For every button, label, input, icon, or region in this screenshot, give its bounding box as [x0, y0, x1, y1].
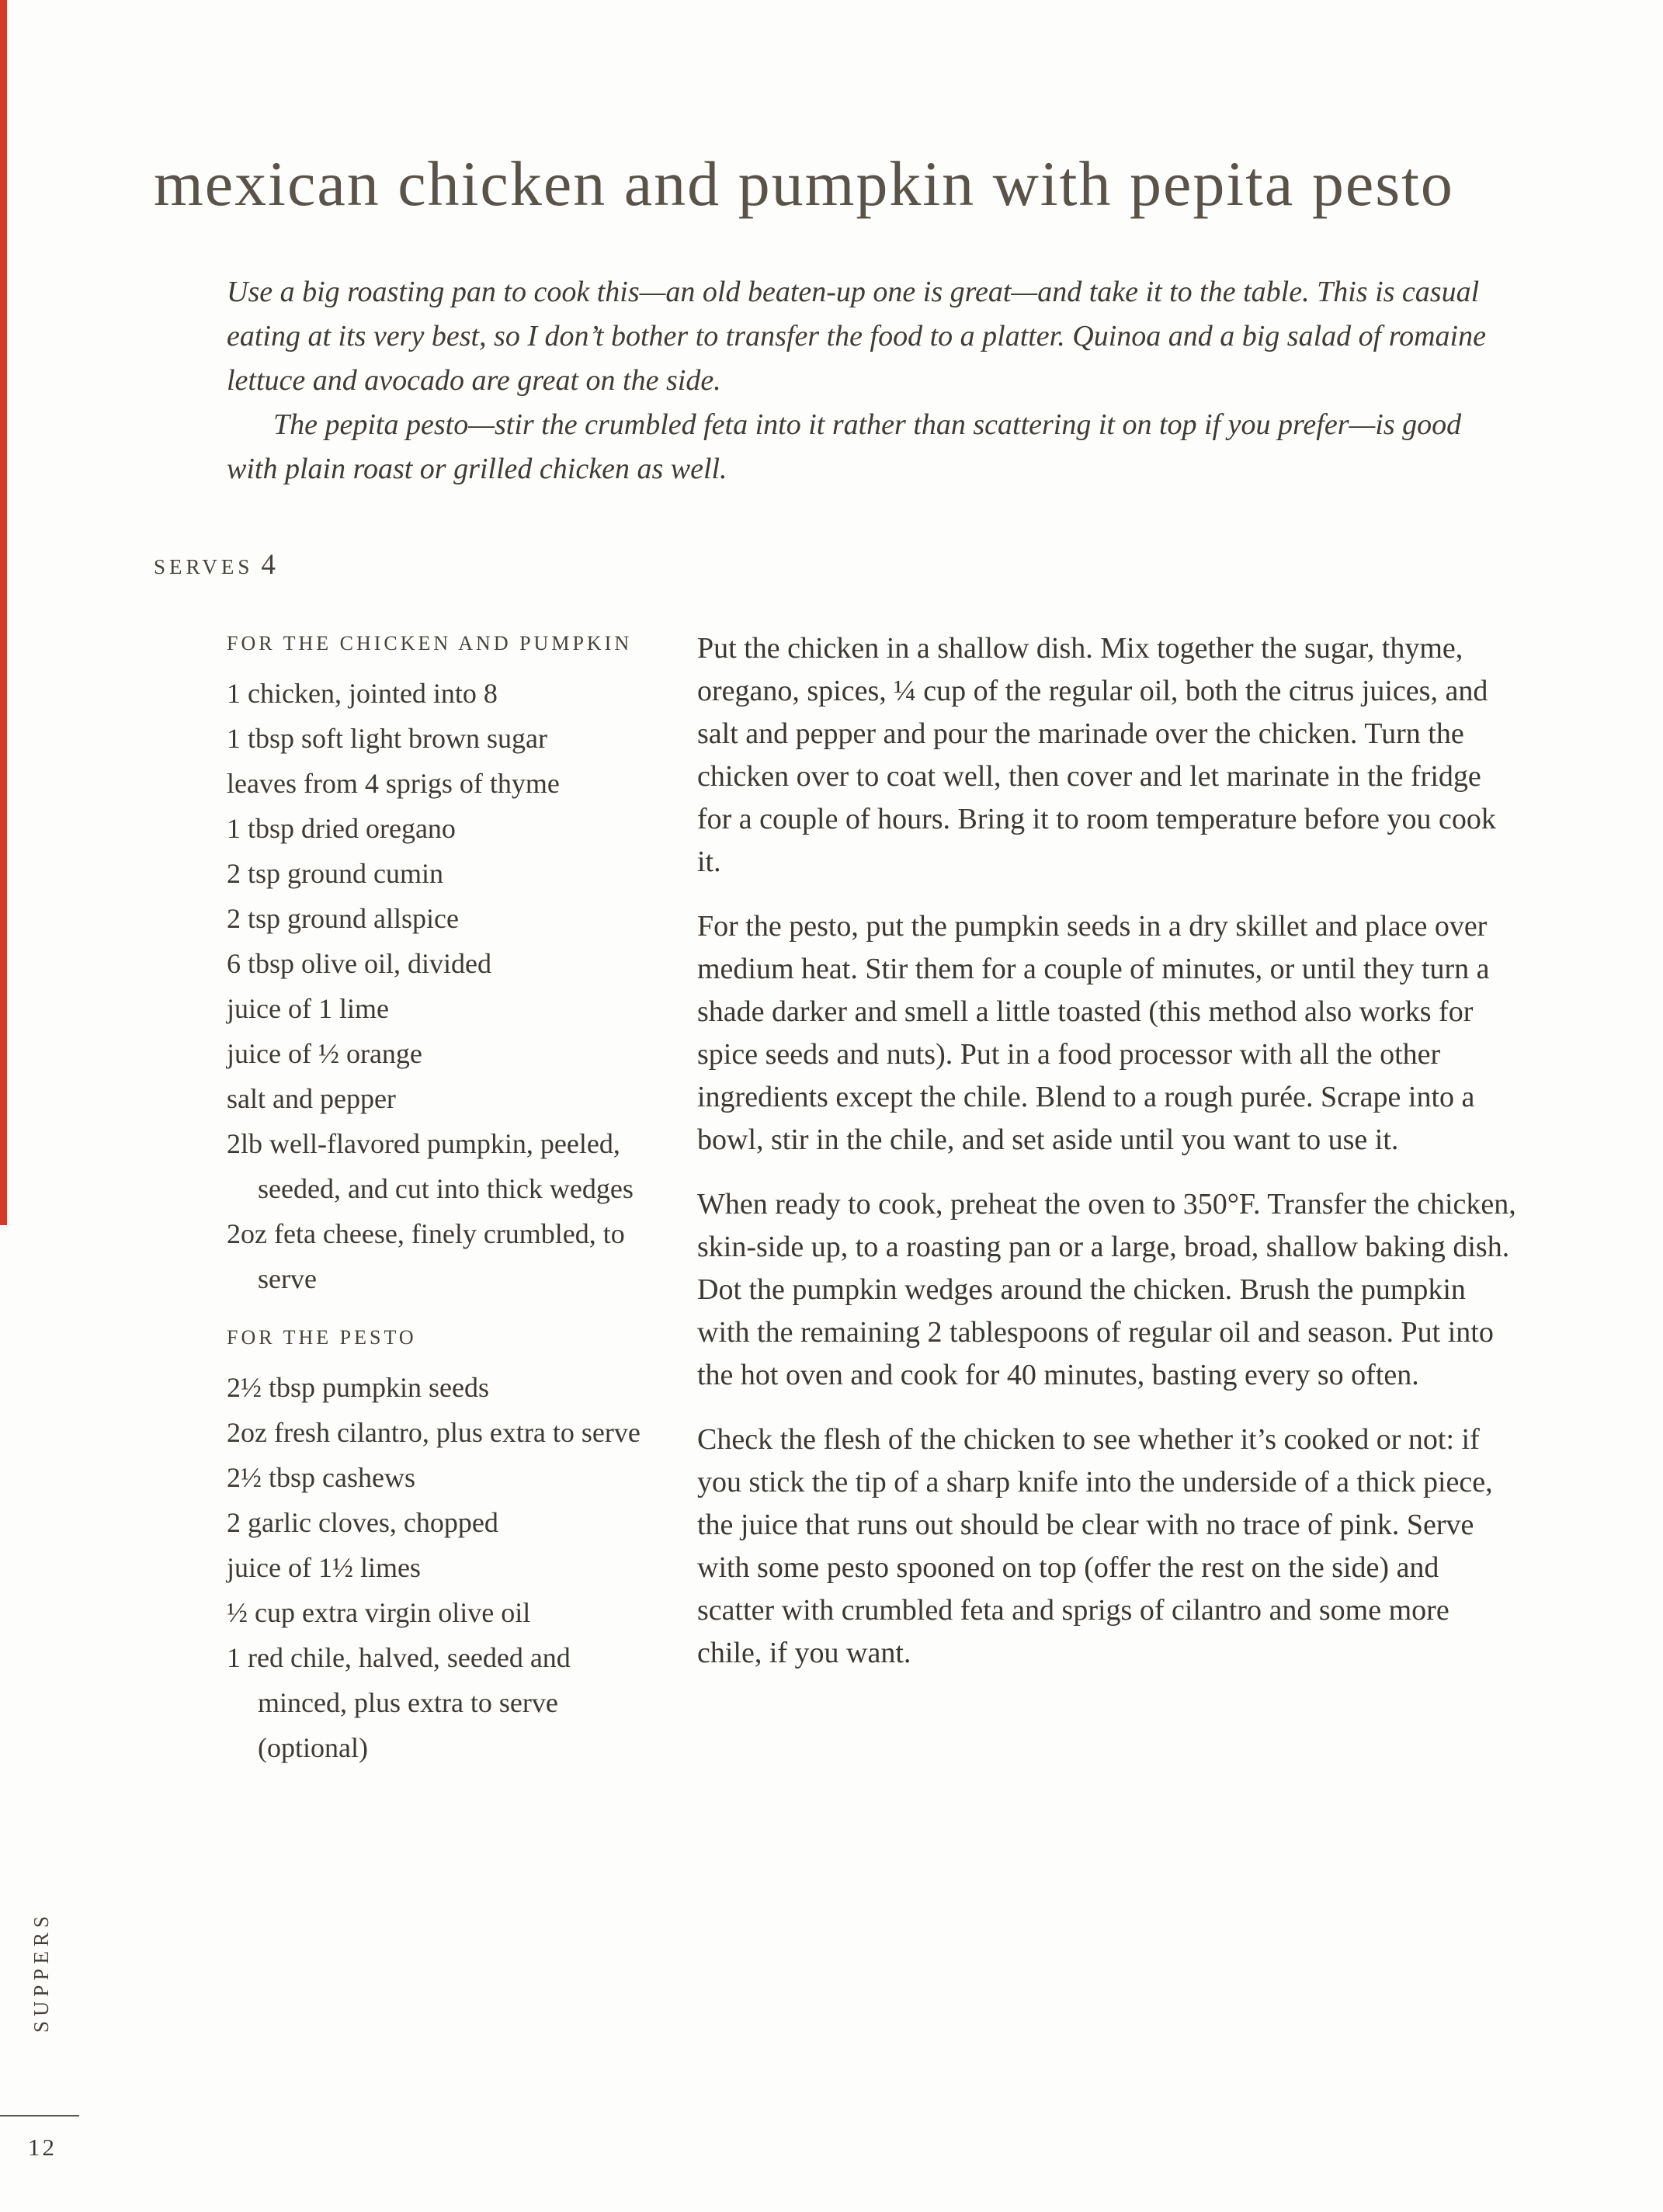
- ingredient-item: salt and pepper: [227, 1083, 396, 1114]
- method-paragraph: Put the chicken in a shallow dish. Mix together the sugar, thyme, oregano, spices, ¼ cup of the regular oil, both the citrus juices, and salt and pepper and pour the marinade over the chicken. Turn the chicken over to coat well, then cover and let marinate in the fridge for a couple of hours. Bring it to room temperature before you cook it.: [697, 632, 1496, 878]
- intro-block: [227, 270, 1515, 491]
- ingredient-item: 2lb well-flavored pumpkin, peeled, seeded, and cut into thick wedges: [227, 1128, 634, 1204]
- ingredient-item: 1 red chile, halved, seeded and minced, plus extra to serve (optional): [227, 1642, 571, 1763]
- ingredient-item: ½ cup extra virgin olive oil: [227, 1597, 531, 1628]
- ingredient-item: 1 tbsp dried oregano: [227, 813, 456, 844]
- ingredient-item: 2½ tbsp pumpkin seeds: [227, 1372, 489, 1403]
- intro-paragraph-1: Use a big roasting pan to cook this—an old beaten-up one is great—and take it to the table. This is casual eating at its very best, so I don’t bother to transfer the food to a platter. Quinoa and a big salad of romaine lettuce and avocado are great on the side.: [227, 276, 1486, 397]
- ingredients-heading-pesto: FOR THE PESTO: [227, 1326, 417, 1349]
- method-paragraph: Check the flesh of the chicken to see whether it’s cooked or not: if you stick the tip of a sharp knife into the underside of a thick piece, the juice that runs out should be clear with no trace of pink. Serve with some pesto spooned on top (offer the rest on the side) and scatter with crumbled feta and sprigs of cilantro and some more chile, if you want.: [697, 1423, 1493, 1669]
- chapter-spine-label: SUPPERS: [30, 1912, 53, 2033]
- ingredient-item: juice of 1 lime: [227, 993, 389, 1024]
- ingredient-item: 2 tsp ground allspice: [227, 903, 459, 934]
- ingredient-item: juice of 1½ limes: [227, 1552, 421, 1583]
- recipe-columns: [227, 627, 1517, 1770]
- method-paragraph: When ready to cook, preheat the oven to 350°F. Transfer the chicken, skin-side up, to a roasting pan or a large, broad, shallow baking dish. Dot the pumpkin wedges around the chicken. Brush the pumpkin with the remaining 2 tablespoons of regular oil and season. Put into the hot oven and cook for 40 minutes, basting every so often.: [697, 1188, 1516, 1391]
- ingredients-column: [227, 627, 641, 1770]
- ingredients-heading-chicken-pumpkin: FOR THE CHICKEN AND PUMPKIN: [227, 632, 633, 655]
- red-edge-stripe: [0, 0, 7, 1225]
- ingredient-list-chicken-pumpkin: [227, 671, 641, 1301]
- page-number: 12: [28, 2134, 57, 2161]
- intro-paragraph-2: The pepita pesto—stir the crumbled feta into it rather than scattering it on top if you prefer—is good with plain roast or grilled chicken as well.: [227, 408, 1462, 485]
- ingredient-item: juice of ½ orange: [227, 1038, 422, 1069]
- serves-value: 4: [261, 549, 276, 581]
- page-title: mexican chicken and pumpkin with pepita pesto: [154, 148, 1454, 219]
- serves-line: [154, 548, 276, 582]
- ingredient-item: 2oz feta cheese, finely crumbled, to serve: [227, 1218, 625, 1294]
- ingredient-item: leaves from 4 sprigs of thyme: [227, 768, 560, 799]
- serves-label: SERVES: [154, 555, 254, 578]
- method-paragraph: For the pesto, put the pumpkin seeds in a dry skillet and place over medium heat. Stir them for a couple of minutes, or until they turn a shade darker and smell a little toasted (this method also works for spice seeds and nuts). Put in a food processor with all the other ingredients except the chile. Blend to a rough purée. Scrape into a bowl, stir in the chile, and set aside until you want to use it.: [697, 910, 1490, 1156]
- ingredient-item: 1 chicken, jointed into 8: [227, 678, 498, 709]
- footer-rule: [0, 2115, 79, 2117]
- ingredient-item: 1 tbsp soft light brown sugar: [227, 723, 547, 754]
- ingredient-item: 2 garlic cloves, chopped: [227, 1507, 498, 1538]
- ingredient-item: 2½ tbsp cashews: [227, 1462, 415, 1493]
- method-column: [697, 627, 1517, 1770]
- ingredient-item: 2oz fresh cilantro, plus extra to serve: [227, 1417, 641, 1448]
- ingredient-item: 6 tbsp olive oil, divided: [227, 948, 491, 979]
- ingredient-item: 2 tsp ground cumin: [227, 858, 443, 889]
- ingredient-list-pesto: [227, 1365, 641, 1770]
